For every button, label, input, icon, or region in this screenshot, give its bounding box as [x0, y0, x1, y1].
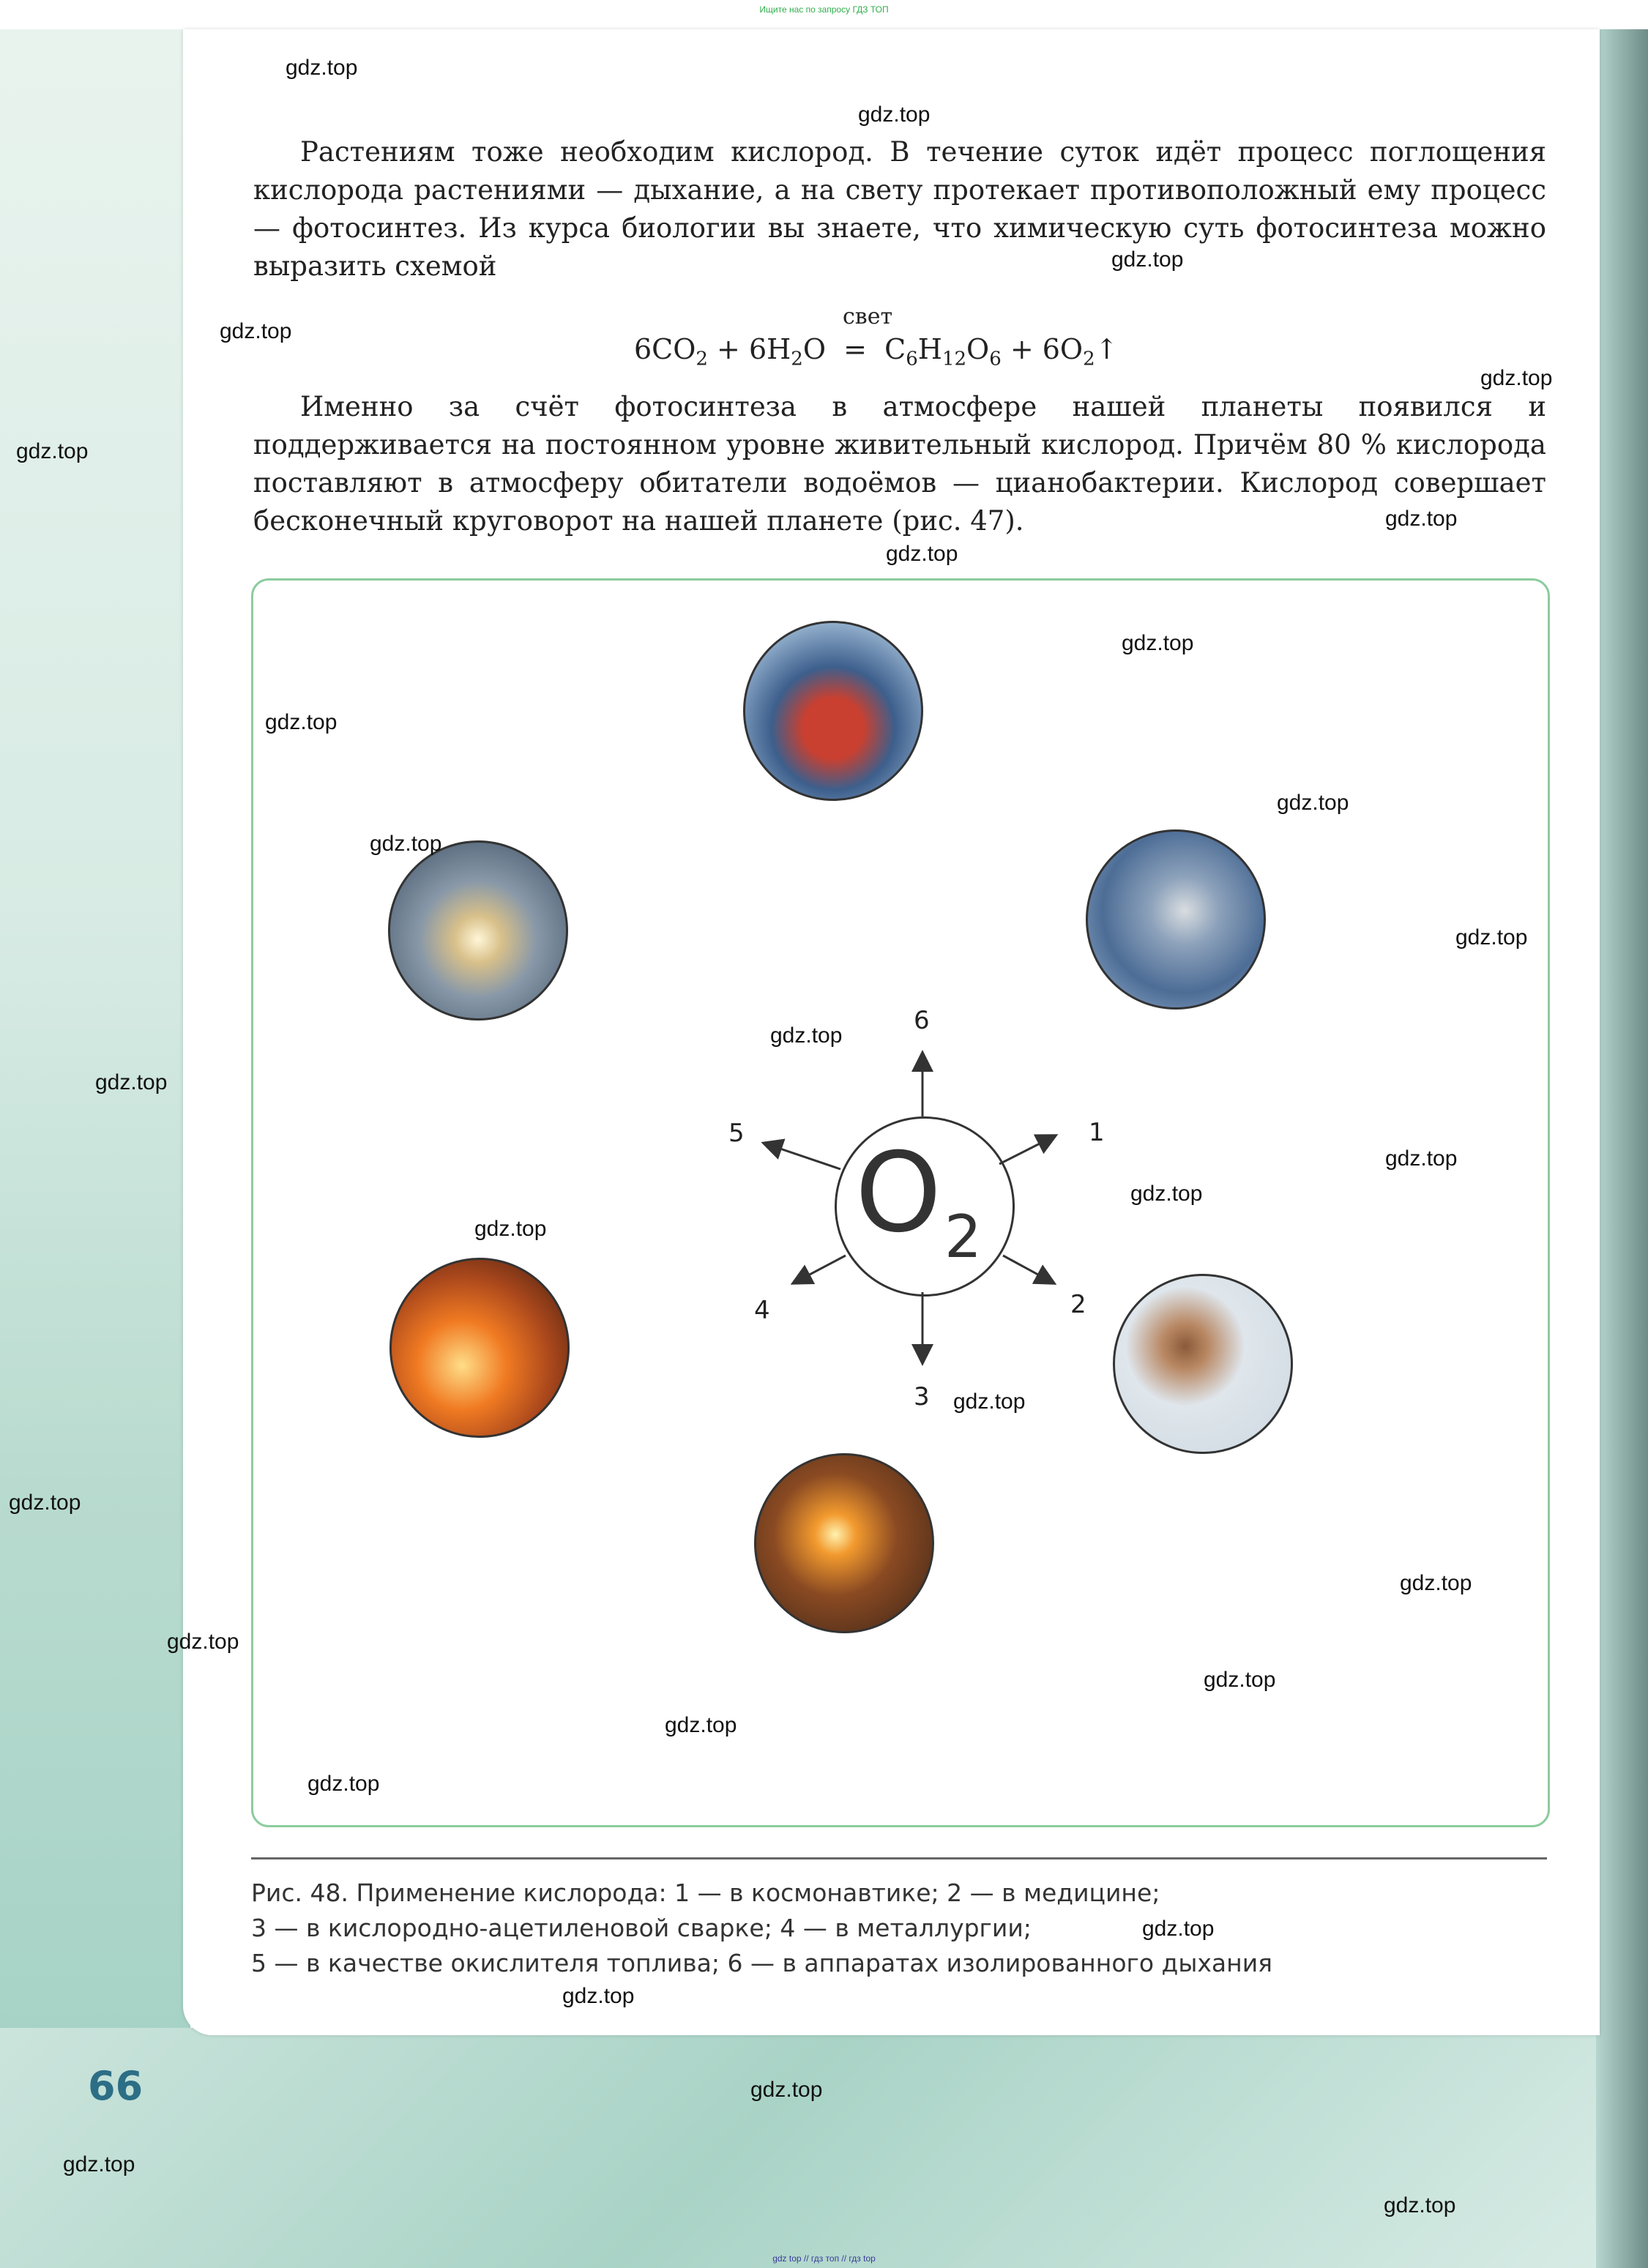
formula-subscript: 12 — [942, 348, 967, 370]
formula-part: + 6H — [707, 333, 791, 365]
label-5: 5 — [728, 1119, 745, 1148]
formula-subscript: 2 — [696, 348, 708, 370]
formula-subscript: 6 — [906, 348, 918, 370]
watermark[interactable]: gdz.top — [1385, 1146, 1458, 1171]
watermark[interactable]: gdz.top — [63, 2152, 135, 2176]
formula-equals: = — [843, 333, 867, 365]
arrow-2 — [1003, 1256, 1053, 1283]
watermark[interactable]: gdz.top — [770, 1023, 843, 1048]
watermark[interactable]: gdz.top — [307, 1772, 380, 1796]
caption-rule — [251, 1857, 1547, 1859]
watermark[interactable]: gdz.top — [953, 1389, 1026, 1414]
reaction-condition: свет — [843, 304, 893, 329]
watermark[interactable]: gdz.top — [1385, 507, 1458, 531]
watermark[interactable]: gdz.top — [750, 2078, 823, 2102]
watermark[interactable]: gdz.top — [370, 832, 442, 856]
watermark[interactable]: gdz.top — [220, 319, 292, 343]
caption-line: 5 — в качестве окислителя топлива; 6 — в аппаратах изолированного дыхания — [251, 1949, 1273, 1977]
formula-part: 6CO — [634, 333, 696, 365]
watermark[interactable]: gdz.top — [1111, 247, 1184, 272]
arrow-4 — [794, 1256, 846, 1283]
watermark[interactable]: gdz.top — [1130, 1182, 1203, 1206]
gas-arrow: ↑ — [1095, 333, 1119, 365]
label-2: 2 — [1070, 1290, 1086, 1319]
watermark[interactable]: gdz.top — [562, 1984, 635, 2008]
watermark[interactable]: gdz.top — [1400, 1571, 1472, 1595]
label-6: 6 — [914, 1006, 930, 1035]
watermark[interactable]: gdz.top — [167, 1630, 239, 1654]
formula-subscript: 6 — [989, 348, 1002, 370]
formula-part: H — [917, 333, 942, 365]
formula-part: C — [884, 333, 906, 365]
watermark[interactable]: gdz.top — [265, 710, 338, 734]
watermark[interactable]: gdz.top — [474, 1217, 547, 1241]
formula-subscript: 2 — [1083, 348, 1095, 370]
formula-part: + 6O — [1001, 333, 1084, 365]
label-3: 3 — [914, 1382, 930, 1411]
bottom-banner[interactable]: gdz top // гдз топ // гдз top — [772, 2253, 876, 2264]
figure-caption — [251, 1876, 1547, 1981]
watermark[interactable]: gdz.top — [286, 56, 358, 80]
watermark[interactable]: gdz.top — [858, 102, 931, 127]
watermark[interactable]: gdz.top — [1142, 1917, 1215, 1941]
watermark[interactable]: gdz.top — [1122, 631, 1194, 655]
watermark[interactable]: gdz.top — [665, 1713, 737, 1737]
watermark[interactable]: gdz.top — [886, 542, 958, 566]
watermark[interactable]: gdz.top — [16, 439, 89, 463]
formula-subscript: 2 — [791, 348, 803, 370]
label-1: 1 — [1089, 1118, 1105, 1147]
top-banner[interactable]: Ищите нас по запросу ГДЗ ТОП — [759, 4, 889, 15]
page-number: 66 — [88, 2063, 143, 2109]
watermark[interactable]: gdz.top — [1204, 1668, 1276, 1692]
watermark[interactable]: gdz.top — [1455, 925, 1528, 950]
caption-line: 3 — в кислородно-ацетиленовой сварке; 4 — в металлургии; — [251, 1914, 1032, 1942]
oxygen-subscript: 2 — [944, 1203, 982, 1271]
caption-line: Рис. 48. Применение кислорода: 1 — в космонавтике; 2 — в медицине; — [251, 1879, 1160, 1907]
watermark[interactable]: gdz.top — [1480, 366, 1553, 390]
watermark[interactable]: gdz.top — [95, 1070, 168, 1094]
watermark[interactable]: gdz.top — [9, 1491, 81, 1515]
formula-part: O — [802, 333, 826, 365]
watermark[interactable]: gdz.top — [1277, 791, 1349, 815]
paragraph-text: Растениям тоже необходим кислород. В течение суток идёт процесс поглощения кислорода растениями — дыхание, а на свету протекает противоположный ему процесс — фотосинтез. Из курса биологии вы знаете, что химическую суть фотосинтеза можно выразить схемой — [253, 136, 1546, 282]
label-4: 4 — [754, 1296, 770, 1325]
formula-part: O — [966, 333, 990, 365]
watermark[interactable]: gdz.top — [1384, 2193, 1456, 2217]
paragraph-text: Именно за счёт фотосинтеза в атмосфере нашей планеты появился и поддерживается на постоянном уровне живительный кислород. Причём 80 % кислорода поставляют в атмосферу обитатели водоёмов — цианобактерии. Кислород совершает бесконечный круговорот на нашей планете (рис. 47). — [253, 391, 1546, 537]
oxygen-symbol: O — [855, 1130, 942, 1257]
arrow-5 — [765, 1144, 840, 1169]
arrow-1 — [999, 1136, 1054, 1164]
